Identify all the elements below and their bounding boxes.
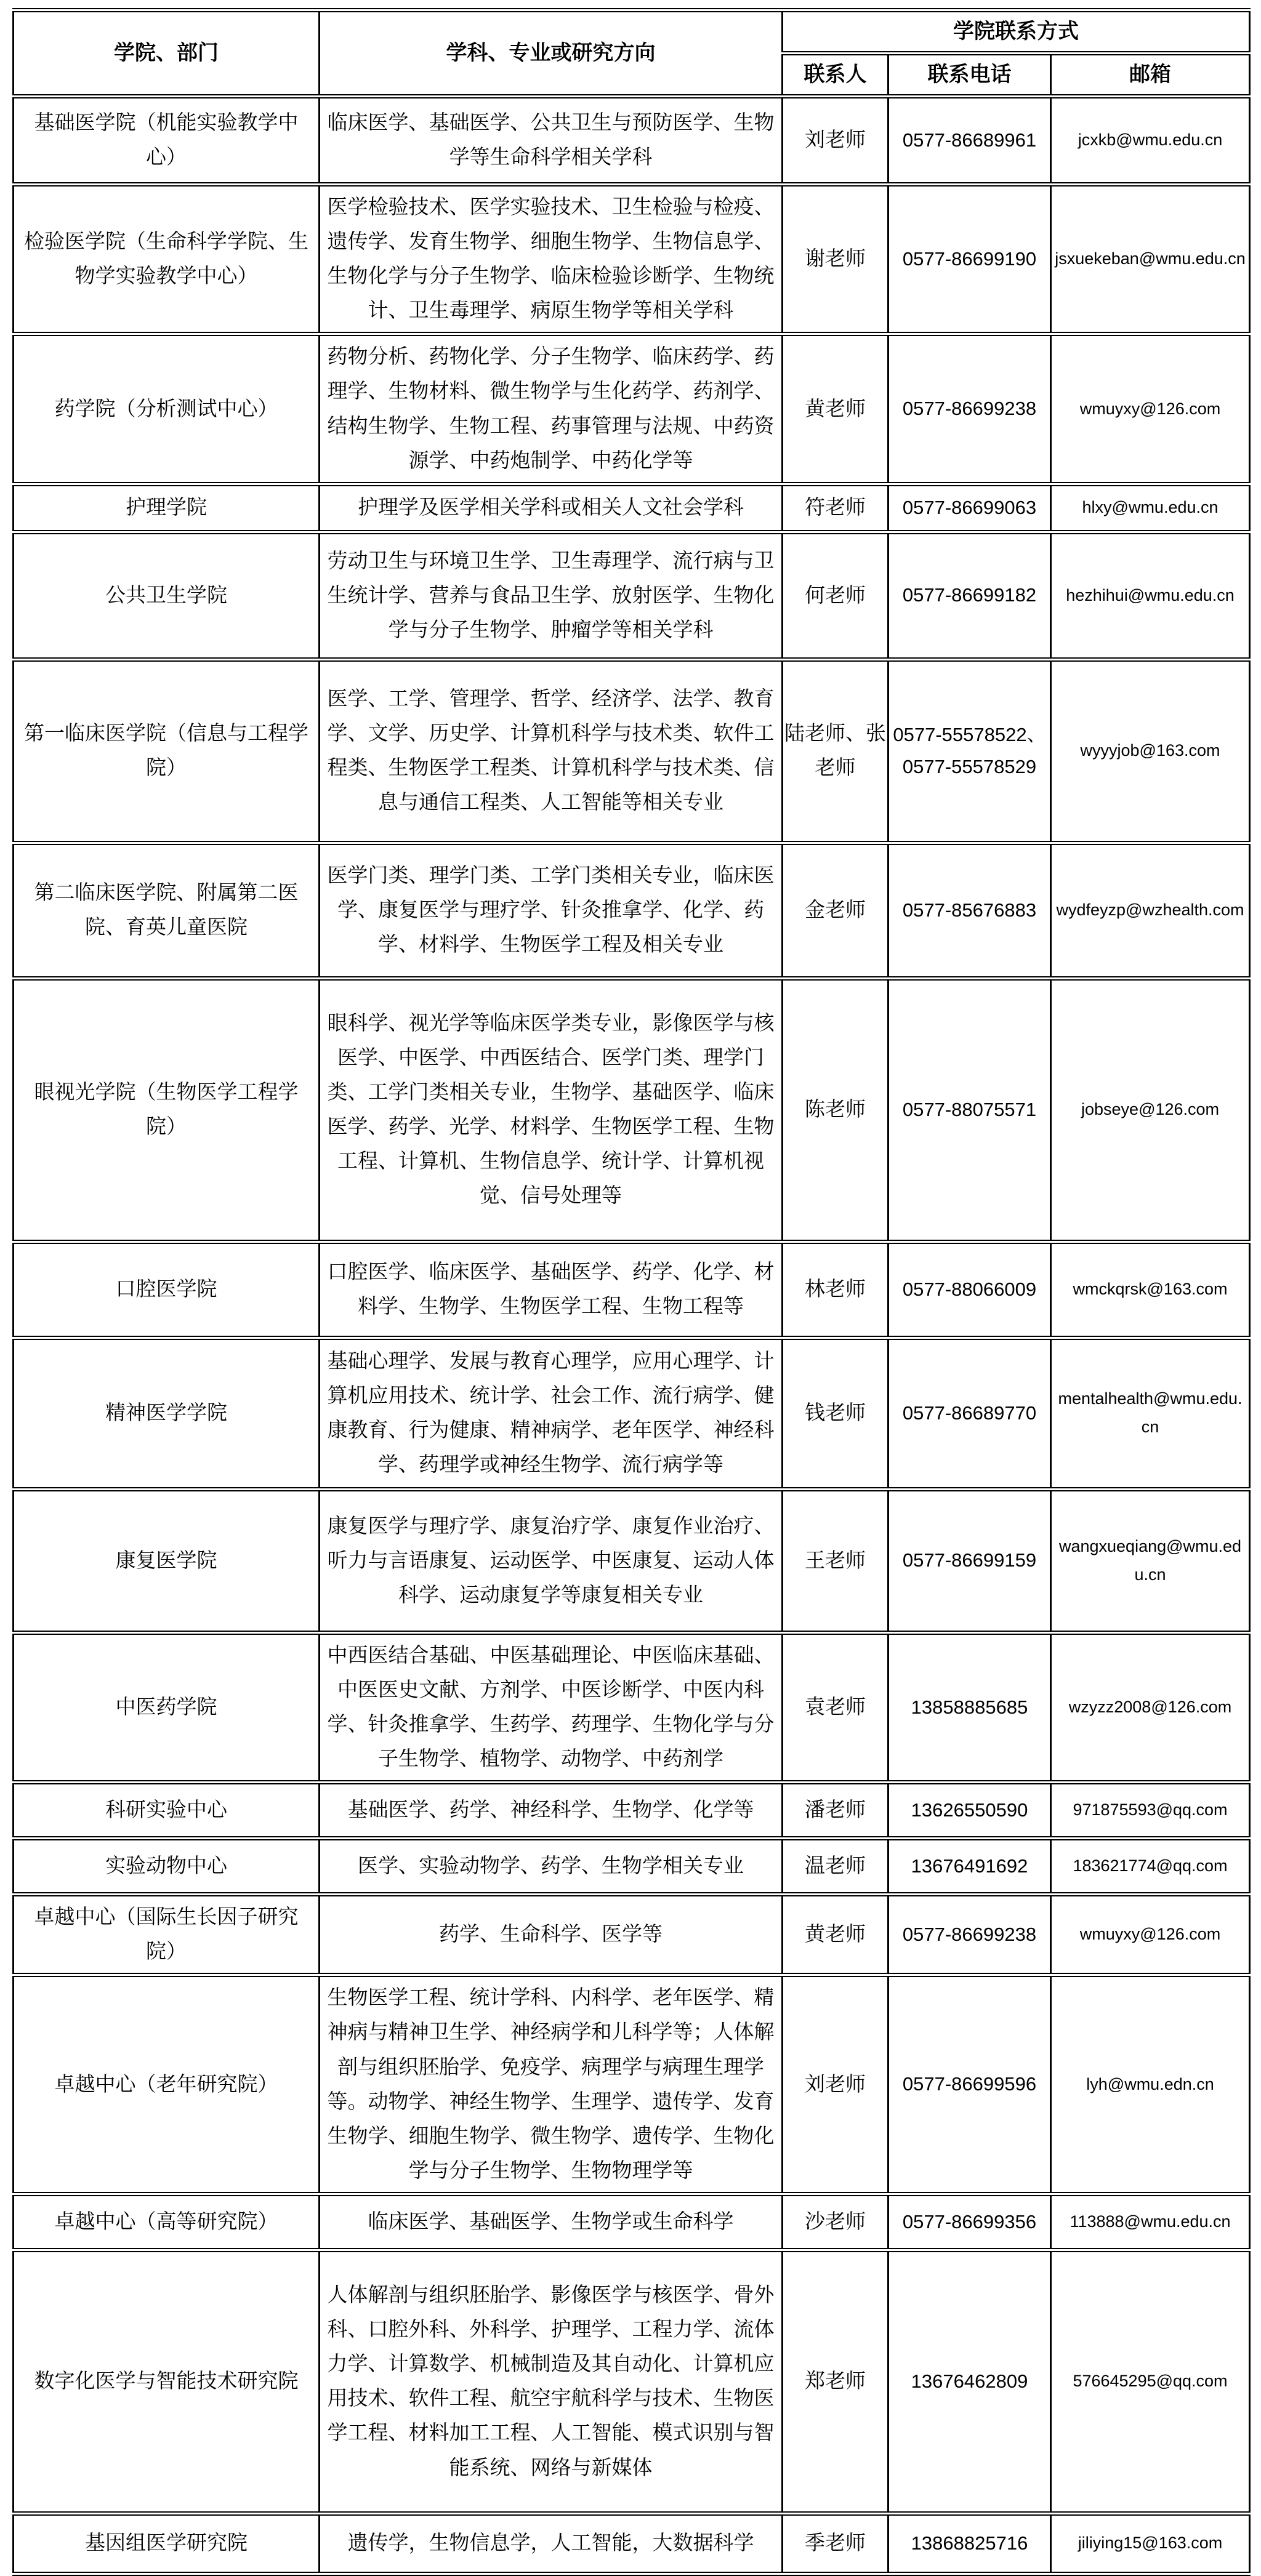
- table-row: [14, 1839, 1250, 1895]
- contact-cell: 潘老师: [783, 1783, 888, 1839]
- phone-cell: 0577-85676883: [888, 843, 1051, 978]
- email-cell: lyh@wmu.edn.cn: [1051, 1975, 1250, 2194]
- majors-cell: 口腔医学、临床医学、基础医学、药学、化学、材料学、生物学、生物医学工程、生物工程等: [320, 1242, 783, 1338]
- header-phone: 联系电话: [888, 54, 1051, 97]
- majors-cell: 医学、实验动物学、药学、生物学相关专业: [320, 1839, 783, 1895]
- phone-cell: 0577-86699356: [888, 2194, 1051, 2250]
- dept-cell: 检验医学院（生命科学学院、生物学实验教学中心）: [14, 185, 320, 334]
- contact-cell: 袁老师: [783, 1632, 888, 1782]
- majors-cell: 中西医结合基础、中医基础理论、中医临床基础、中医医史文献、方剂学、中医诊断学、中医内科学、针灸推拿学、生药学、药理学、生物化学与分子生物学、植物学、动物学、中药剂学: [320, 1632, 783, 1782]
- majors-cell: 眼科学、视光学等临床医学类专业，影像医学与核医学、中医学、中西医结合、医学门类、理学门类、工学门类相关专业，生物学、基础医学、临床医学、药学、光学、材料学、生物医学工程、生物工程、计算机、生物信息学、统计学、计算机视觉、信号处理等: [320, 978, 783, 1242]
- email-cell: wmuyxy@126.com: [1051, 1895, 1250, 1975]
- majors-cell: 生物医学工程、统计学科、内科学、老年医学、精神病与精神卫生学、神经病学和儿科学等；人体解剖与组织胚胎学、免疫学、病理学与病理生理学等。动物学、神经生物学、生理学、遗传学、发育生物学、细胞生物学、微生物学、遗传学、生物化学与分子生物学、生物物理学等: [320, 1975, 783, 2194]
- dept-cell: 基因组医学研究院: [14, 2513, 320, 2574]
- document-table-container: [12, 8, 1249, 2576]
- dept-cell: 中医药学院: [14, 1632, 320, 1782]
- majors-cell: 药学、生命科学、医学等: [320, 1895, 783, 1975]
- table-header: [14, 10, 1250, 97]
- dept-cell: 卓越中心（高等研究院）: [14, 2194, 320, 2250]
- dept-cell: 护理学院: [14, 484, 320, 532]
- phone-cell: 13676462809: [888, 2250, 1051, 2513]
- table-row: [14, 97, 1250, 185]
- majors-cell: 遗传学，生物信息学，人工智能，大数据科学: [320, 2513, 783, 2574]
- email-cell: wangxueqiang@wmu.edu.cn: [1051, 1489, 1250, 1632]
- header-dept: 学院、部门: [14, 10, 320, 97]
- majors-cell: 临床医学、基础医学、公共卫生与预防医学、生物学等生命科学相关学科: [320, 97, 783, 185]
- table-row: [14, 1338, 1250, 1489]
- contact-cell: 刘老师: [783, 1975, 888, 2194]
- contact-cell: 黄老师: [783, 1895, 888, 1975]
- majors-cell: 药物分析、药物化学、分子生物学、临床药学、药理学、生物材料、微生物学与生化药学、药剂学、结构生物学、生物工程、药事管理与法规、中药资源学、中药炮制学、中药化学等: [320, 334, 783, 484]
- table-row: [14, 659, 1250, 843]
- phone-cell: 13676491692: [888, 1839, 1051, 1895]
- phone-cell: 0577-86699182: [888, 532, 1051, 659]
- contact-cell: 刘老师: [783, 97, 888, 185]
- phone-cell: 0577-88066009: [888, 1242, 1051, 1338]
- email-cell: jobseye@126.com: [1051, 978, 1250, 1242]
- contact-cell: 黄老师: [783, 334, 888, 484]
- table-row: [14, 1489, 1250, 1632]
- table-row: [14, 1242, 1250, 1338]
- phone-cell: 13626550590: [888, 1783, 1051, 1839]
- contact-cell: 郑老师: [783, 2250, 888, 2513]
- majors-cell: 劳动卫生与环境卫生学、卫生毒理学、流行病与卫生统计学、营养与食品卫生学、放射医学、生物化学与分子生物学、肿瘤学等相关学科: [320, 532, 783, 659]
- majors-cell: 临床医学、基础医学、生物学或生命科学: [320, 2194, 783, 2250]
- email-cell: wzyzz2008@126.com: [1051, 1632, 1250, 1782]
- college-contact-table: [12, 8, 1251, 2576]
- email-cell: jcxkb@wmu.edu.cn: [1051, 97, 1250, 185]
- header-row-group: [14, 10, 1250, 54]
- contact-cell: 陈老师: [783, 978, 888, 1242]
- email-cell: mentalhealth@wmu.edu.cn: [1051, 1338, 1250, 1489]
- table-row: [14, 2194, 1250, 2250]
- phone-cell: 0577-86689961: [888, 97, 1051, 185]
- dept-cell: 卓越中心（国际生长因子研究院）: [14, 1895, 320, 1975]
- dept-cell: 口腔医学院: [14, 1242, 320, 1338]
- table-row: [14, 484, 1250, 532]
- contact-cell: 金老师: [783, 843, 888, 978]
- phone-cell: 13858885685: [888, 1632, 1051, 1782]
- contact-cell: 钱老师: [783, 1338, 888, 1489]
- phone-cell: 0577-86699159: [888, 1489, 1051, 1632]
- email-cell: jiliying15@163.com: [1051, 2513, 1250, 2574]
- phone-cell: 0577-86699238: [888, 1895, 1051, 1975]
- table-row: [14, 1895, 1250, 1975]
- table-row: [14, 2250, 1250, 2513]
- majors-cell: 基础心理学、发展与教育心理学，应用心理学、计算机应用技术、统计学、社会工作、流行病学、健康教育、行为健康、精神病学、老年医学、神经科学、药理学或神经生物学、流行病学等: [320, 1338, 783, 1489]
- email-cell: hezhihui@wmu.edu.cn: [1051, 532, 1250, 659]
- email-cell: wydfeyzp@wzhealth.com: [1051, 843, 1250, 978]
- email-cell: wmuyxy@126.com: [1051, 334, 1250, 484]
- email-cell: 971875593@qq.com: [1051, 1783, 1250, 1839]
- phone-cell: 0577-86699238: [888, 334, 1051, 484]
- contact-cell: 温老师: [783, 1839, 888, 1895]
- contact-cell: 陆老师、张老师: [783, 659, 888, 843]
- email-cell: 113888@wmu.edu.cn: [1051, 2194, 1250, 2250]
- dept-cell: 药学院（分析测试中心）: [14, 334, 320, 484]
- table-row: [14, 2513, 1250, 2574]
- email-cell: wyyyjob@163.com: [1051, 659, 1250, 843]
- contact-cell: 王老师: [783, 1489, 888, 1632]
- dept-cell: 基础医学院（机能实验教学中心）: [14, 97, 320, 185]
- majors-cell: 基础医学、药学、神经科学、生物学、化学等: [320, 1783, 783, 1839]
- email-cell: hlxy@wmu.edu.cn: [1051, 484, 1250, 532]
- majors-cell: 人体解剖与组织胚胎学、影像医学与核医学、骨外科、口腔外科、外科学、护理学、工程力学、流体力学、计算数学、机械制造及其自动化、计算机应用技术、软件工程、航空宇航科学与技术、生物医学工程、材料加工工程、人工智能、模式识别与智能系统、网络与新媒体: [320, 2250, 783, 2513]
- phone-cell: 0577-86699596: [888, 1975, 1051, 2194]
- phone-cell: 0577-86689770: [888, 1338, 1051, 1489]
- phone-cell: 0577-55578522、0577-55578529: [888, 659, 1051, 843]
- table-row: [14, 334, 1250, 484]
- majors-cell: 护理学及医学相关学科或相关人文社会学科: [320, 484, 783, 532]
- table-row: [14, 843, 1250, 978]
- dept-cell: 公共卫生学院: [14, 532, 320, 659]
- table-row: [14, 1783, 1250, 1839]
- email-cell: jsxuekeban@wmu.edu.cn: [1051, 185, 1250, 334]
- dept-cell: 第二临床医学院、附属第二医院、育英儿童医院: [14, 843, 320, 978]
- table-row: [14, 1632, 1250, 1782]
- dept-cell: 数字化医学与智能技术研究院: [14, 2250, 320, 2513]
- email-cell: 576645295@qq.com: [1051, 2250, 1250, 2513]
- majors-cell: 医学检验技术、医学实验技术、卫生检验与检疫、遗传学、发育生物学、细胞生物学、生物信息学、生物化学与分子生物学、临床检验诊断学、生物统计、卫生毒理学、病原生物学等相关学科: [320, 185, 783, 334]
- dept-cell: 卓越中心（老年研究院）: [14, 1975, 320, 2194]
- contact-cell: 何老师: [783, 532, 888, 659]
- email-cell: 183621774@qq.com: [1051, 1839, 1250, 1895]
- dept-cell: 实验动物中心: [14, 1839, 320, 1895]
- email-cell: wmckqrsk@163.com: [1051, 1242, 1250, 1338]
- dept-cell: 精神医学学院: [14, 1338, 320, 1489]
- header-majors: 学科、专业或研究方向: [320, 10, 783, 97]
- phone-cell: 0577-86699063: [888, 484, 1051, 532]
- majors-cell: 医学、工学、管理学、哲学、经济学、法学、教育学、文学、历史学、计算机科学与技术类、软件工程类、生物医学工程类、计算机科学与技术类、信息与通信工程类、人工智能等相关专业: [320, 659, 783, 843]
- dept-cell: 第一临床医学院（信息与工程学院）: [14, 659, 320, 843]
- contact-cell: 沙老师: [783, 2194, 888, 2250]
- contact-cell: 季老师: [783, 2513, 888, 2574]
- majors-cell: 康复医学与理疗学、康复治疗学、康复作业治疗、听力与言语康复、运动医学、中医康复、运动人体科学、运动康复学等康复相关专业: [320, 1489, 783, 1632]
- header-contact: 联系人: [783, 54, 888, 97]
- contact-cell: 谢老师: [783, 185, 888, 334]
- dept-cell: 康复医学院: [14, 1489, 320, 1632]
- contact-cell: 林老师: [783, 1242, 888, 1338]
- dept-cell: 科研实验中心: [14, 1783, 320, 1839]
- header-email: 邮箱: [1051, 54, 1250, 97]
- table-row: [14, 978, 1250, 1242]
- table-row: [14, 185, 1250, 334]
- table-body: [14, 97, 1250, 2574]
- table-row: [14, 1975, 1250, 2194]
- majors-cell: 医学门类、理学门类、工学门类相关专业，临床医学、康复医学与理疗学、针灸推拿学、化学、药学、材料学、生物医学工程及相关专业: [320, 843, 783, 978]
- phone-cell: 13868825716: [888, 2513, 1051, 2574]
- contact-cell: 符老师: [783, 484, 888, 532]
- phone-cell: 0577-86699190: [888, 185, 1051, 334]
- phone-cell: 0577-88075571: [888, 978, 1051, 1242]
- table-row: [14, 532, 1250, 659]
- header-contact-group: 学院联系方式: [783, 10, 1250, 54]
- dept-cell: 眼视光学院（生物医学工程学院）: [14, 978, 320, 1242]
